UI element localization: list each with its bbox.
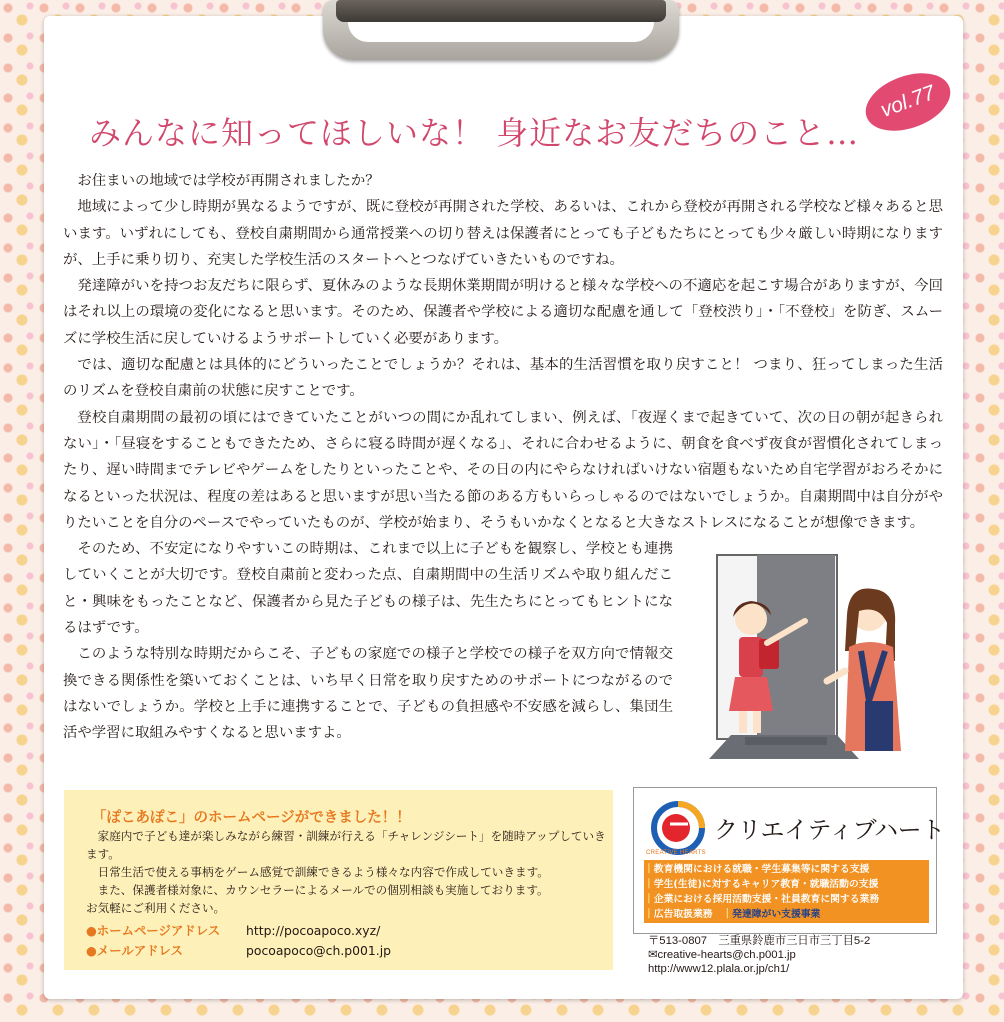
school-entrance-illustration <box>709 551 945 769</box>
article-paragraph: 地域によって少し時期が異なるようですが、既に登校が再開された学校、あるいは、これから登校が再開される学校など様々あると思います。いずれにしても、登校自粛期間から通常授業への切り替えは保護者にとっても子どもたちにとっても少々厳しい時期になりますが、上手に乗り切り、充実した学校生活のスタートへとつなげていきたいものですね。 <box>63 199 943 268</box>
company-email[interactable]: creative-hearts@ch.p001.jp <box>657 949 796 961</box>
notice-line: 家庭内で子ども達が楽しみながら練習・訓練が行える「チャレンジシート」を随時アップしていきます。 <box>86 829 606 861</box>
mail-row <box>86 941 391 959</box>
article-paragraph: では、適切な配慮とは具体的にどういったことでしょうか？それは、基本的生活習慣を取り戻すこと！ つまり、狂ってしまった生活のリズムを登校自粛前の状態に戻すことです。 <box>63 357 943 400</box>
clipboard-clip-bar <box>336 0 666 22</box>
notice-title: 「ぽこあぽこ」のホームページができました！！ <box>92 810 411 826</box>
company-address: 〒513-0807 三重県鈴鹿市三日市三丁目5-2 <box>648 935 871 947</box>
services-list <box>644 860 929 923</box>
homepage-row <box>86 921 380 939</box>
homepage-link[interactable]: http://pocoapoco.xyz/ <box>246 923 381 938</box>
article-paragraph: 登校自粛期間の最初の頃にはできていたことがいつの間にか乱れてしまい、例えば、「夜遅くまで起きていて、次の日の朝が起きられない」・「昼寝をすることもできたため、さらに寝る時間が遅くなる」、それに合わせるように、朝食を食べず夜食が習慣化されてしまったり、遅い時間までテレビやゲームをしたりといったことや、その日の内にやらなければいけない宿題もないため自宅学習がおろそかになるといった状況は、程度の差はあると思いますが思い当たる節のある方もいらっしゃるのではないでしょうか。自粛期間中は自分がやりたいことを自分のペースでやっていたものが、学校が始まり、そうもいかなくとなると大きなストレスになることが想像できます。 <box>63 409 943 531</box>
headline: みんなに知ってほしいな！ 身近なお友だちのこと… <box>89 114 860 152</box>
homepage-notice <box>64 790 613 970</box>
service-item-highlight: 発達障がい支援事業 <box>732 909 821 920</box>
volume-badge: vol.77 <box>858 63 958 142</box>
company-box <box>633 787 945 934</box>
company-tagline: CREATIVE HEARTS <box>646 850 706 856</box>
article-paragraph: そのため、不安定になりやすいこの時期は、これまで以上に子どもを観察し、学校とも連携していくことが大切です。登校自粛前と変わった点、自粛期間中の生活リズムや取り組んだこと・興味をもったことなど、保護者から見た子どもの様子は、先生たちにとってもヒントになるはずです。 <box>63 541 673 637</box>
service-item: ｜学生(生徒)に対するキャリア教育・就職活動の支援 <box>644 879 879 890</box>
mail-link[interactable]: pocoapoco@ch.p001.jp <box>246 943 392 958</box>
article-paragraph: お住まいの地域では学校が再開されましたか？ <box>77 173 380 189</box>
service-item: ｜広告取扱業務 ｜発達障がい支援事業 <box>644 909 821 920</box>
mail-label: ●メールアドレス <box>86 943 183 958</box>
notice-line: お気軽にご利用ください。 <box>86 901 226 915</box>
company-email-row <box>648 948 870 962</box>
company-name: クリエイティブハート <box>714 816 945 844</box>
service-item: ｜教育機関における就職・学生募集等に関する支援 <box>644 864 870 875</box>
service-item: ｜企業における採用活動支援・社員教育に関する業務 <box>644 894 880 905</box>
notice-line: 日常生活で使える事柄をゲーム感覚で訓練できるよう様々な内容で作成していきます。 <box>97 865 549 879</box>
article-paragraph: 発達障がいを持つお友だちに限らず、夏休みのような長期休業期間が明けると様々な学校への不適応を起こす場合がありますが、今回はそれ以上の環境の変化になると思います。そのため、保護者や学校による適切な配慮を通して「登校渋り」・「不登校」を防ぎ、スムーズに学校生活に戻していけるようサポートしていく必要があります。 <box>63 278 943 347</box>
article-paragraph: このような特別な時期だからこそ、子どもの家庭での様子と学校での様子を双方向で情報交換できる関係性を築いておくことは、いち早く日常を取り戻すためのサポートにつながるのではないでしょうか。学校と上手に連携することで、子どもの負担感や不安感を減らし、集団生活や学習に取組みやすくなると思いますよ。 <box>63 646 673 742</box>
mail-icon: ✉ <box>648 949 658 961</box>
company-contact <box>648 934 870 976</box>
notice-body <box>86 827 606 917</box>
notice-line: また、保護者様対象に、カウンセラーによるメールでの個別相談も実施しております。 <box>97 883 549 897</box>
company-url[interactable]: http://www12.plala.or.jp/ch1/ <box>648 963 790 975</box>
homepage-label: ●ホームページアドレス <box>86 923 221 938</box>
